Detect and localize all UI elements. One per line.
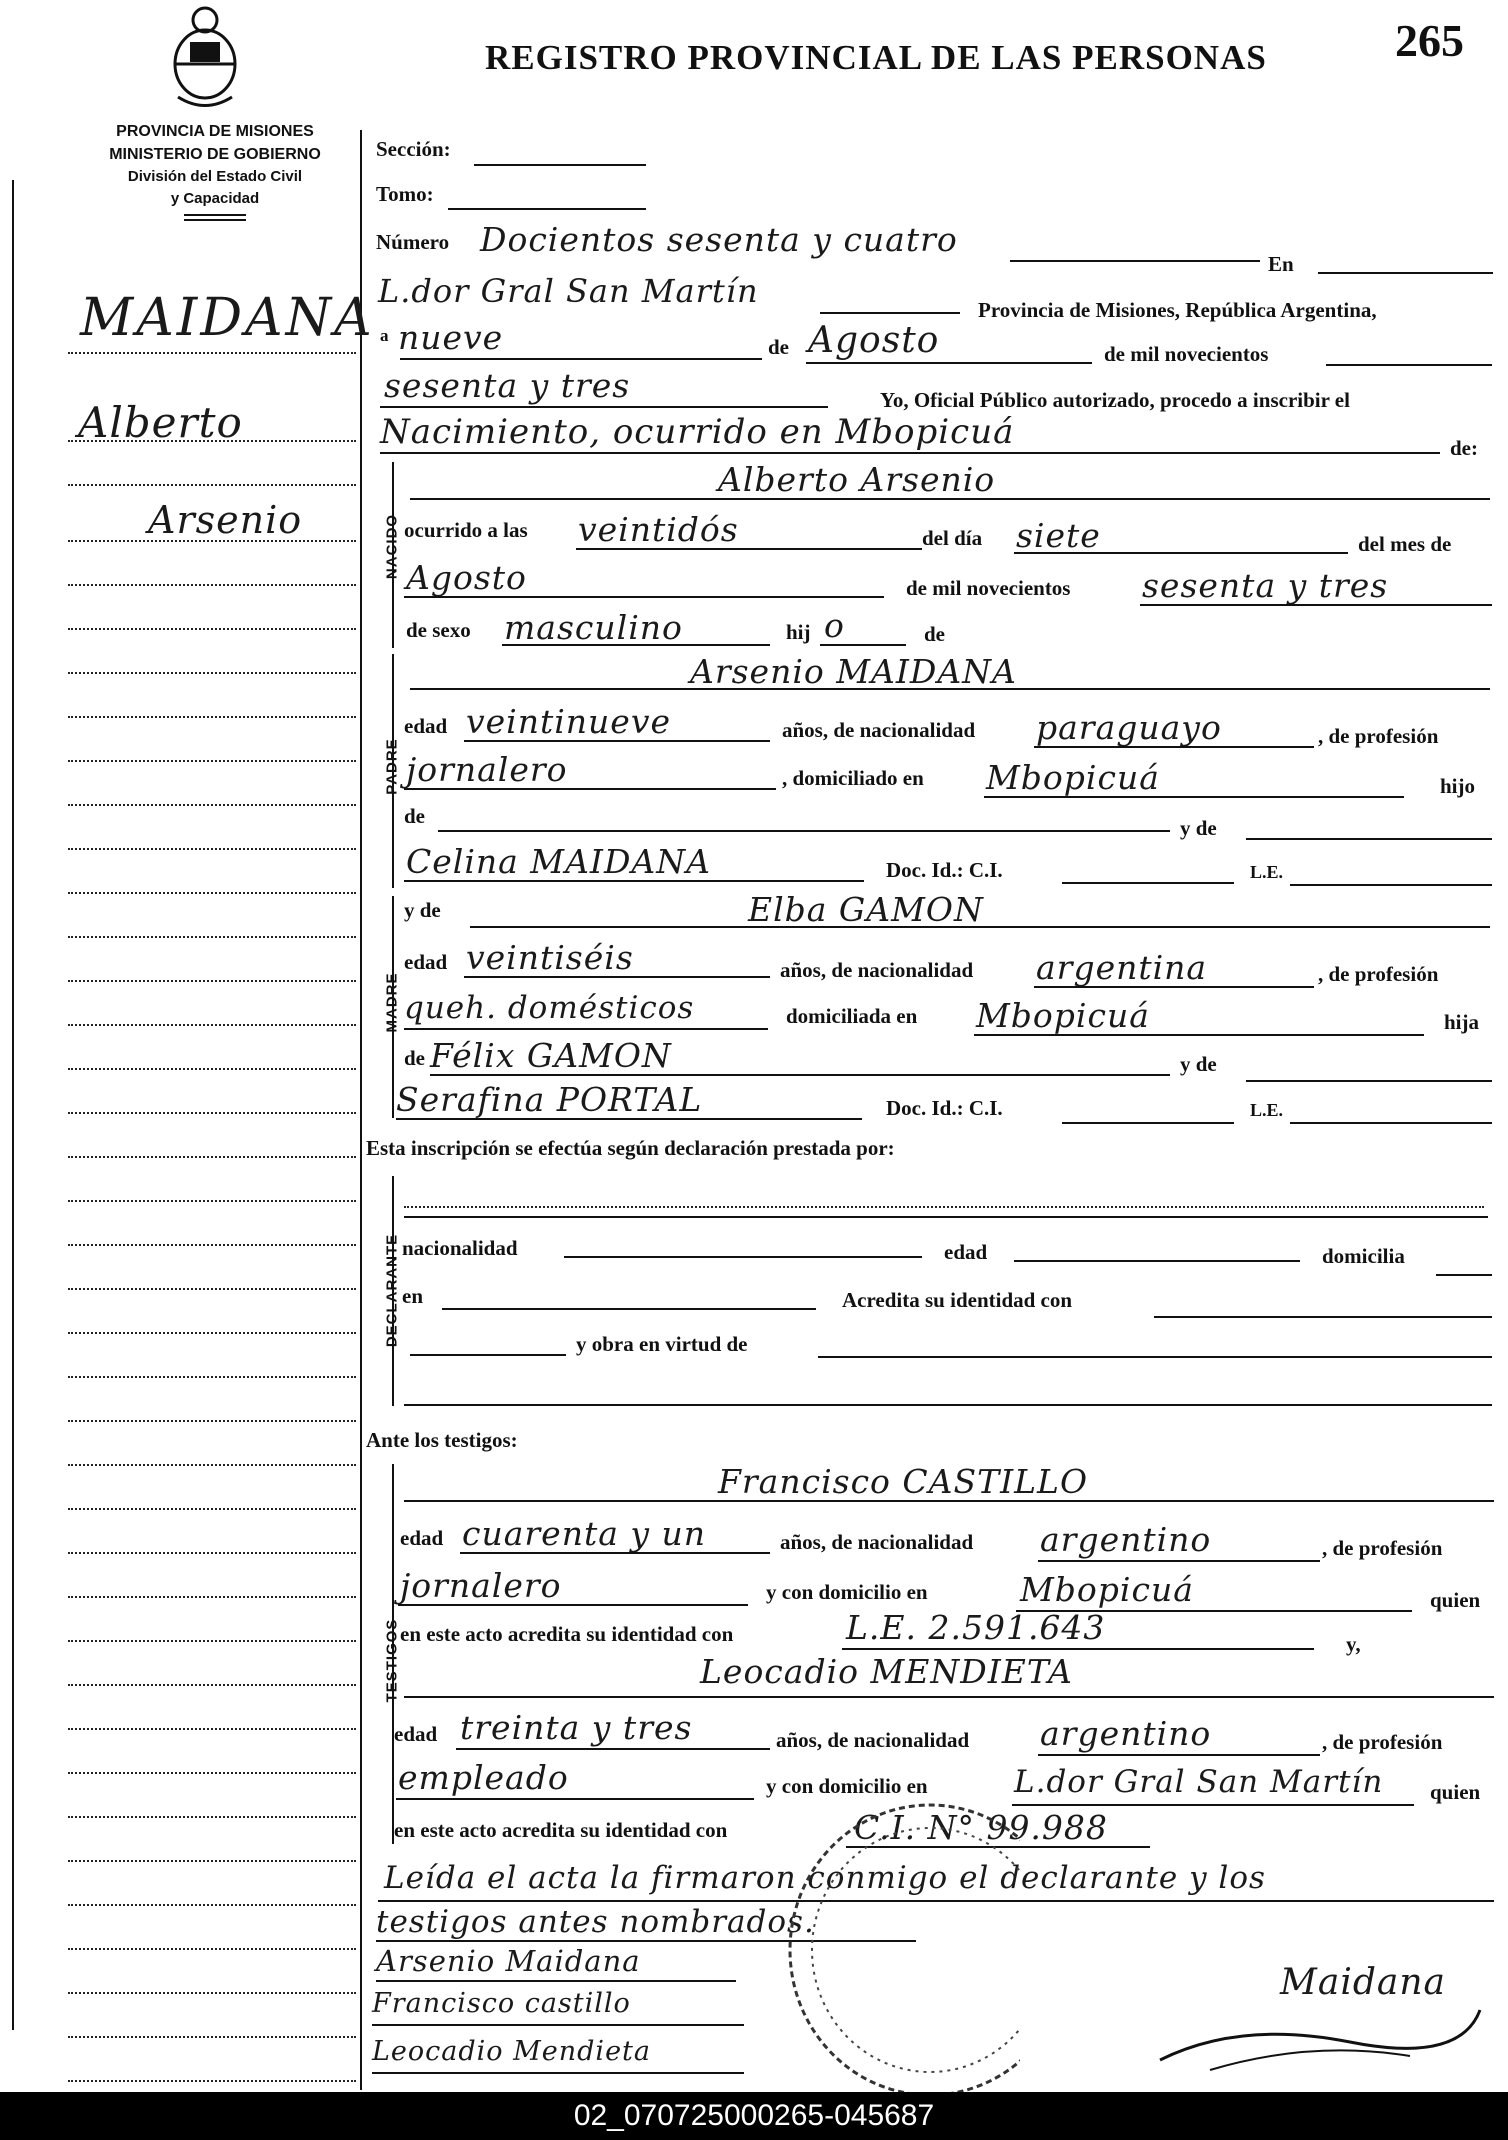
- nacido-de-mil-label: de mil novecientos: [906, 576, 1071, 600]
- w2-nac-value: argentino: [1040, 1714, 1212, 1753]
- padre-edad-label: edad: [404, 714, 448, 738]
- padre-section-label: PADRE: [383, 738, 401, 795]
- del-dia-label: del día: [922, 526, 983, 550]
- de-mil-label: de mil novecientos: [1104, 342, 1269, 366]
- year-value: sesenta y tres: [384, 366, 631, 405]
- hij-value: o: [824, 606, 845, 645]
- madre-hija-label: hija: [1444, 1010, 1480, 1034]
- declarante-obra-label: y obra en virtud de: [576, 1332, 748, 1356]
- declarante-section-label: DECLARANTE: [383, 1233, 401, 1348]
- w1-name: Francisco CASTILLO: [718, 1462, 1089, 1501]
- margin-name-1: Alberto: [78, 398, 243, 447]
- org-block: [70, 120, 360, 221]
- org-line-1: PROVINCIA DE MISIONES: [116, 123, 314, 140]
- w1-nac-label: años, de nacionalidad: [780, 1530, 974, 1554]
- w2-quien-label: quien: [1430, 1780, 1481, 1804]
- madre-section-label: MADRE: [383, 972, 401, 1033]
- madre-y-de-label: y de: [404, 898, 441, 922]
- madre-dom-label: domiciliada en: [786, 1004, 918, 1028]
- padre-nac-label: años, de nacionalidad: [782, 718, 976, 742]
- org-line-4: y Capacidad: [170, 190, 260, 207]
- month-value: Agosto: [808, 320, 940, 361]
- declarante-en-label: en: [402, 1284, 423, 1308]
- w2-dom-value: L.dor Gral San Martín: [1014, 1764, 1384, 1800]
- day-value: nueve: [398, 318, 504, 357]
- provincia-label: Provincia de Misiones, República Argentina,: [978, 298, 1377, 322]
- hij-label: hij: [786, 620, 811, 644]
- nacido-section-label: NACIDO: [383, 513, 401, 580]
- w1-dom-value: Mbopicuá: [1020, 1570, 1194, 1609]
- org-line-3: División del Estado Civil: [127, 168, 303, 185]
- document-title: REGISTRO PROVINCIAL DE LAS PERSONAS: [485, 38, 1267, 77]
- w2-id-value: C.I. N° 99.988: [854, 1808, 1108, 1847]
- act-value: Nacimiento, ocurrido en Mbopicuá: [380, 412, 1015, 452]
- seccion-label: Sección:: [376, 137, 451, 161]
- padre-prof-label: , de profesión: [1318, 724, 1439, 748]
- coat-of-arms-icon: [160, 2, 250, 122]
- w2-edad-value: treinta y tres: [460, 1708, 693, 1747]
- closing-line-1: Leída el acta la firmaron conmigo el declarante y los: [384, 1860, 1266, 1896]
- padre-edad-value: veintinueve: [466, 702, 672, 741]
- page-number: 265: [1395, 15, 1464, 66]
- nacido-name: Alberto Arsenio: [718, 460, 996, 499]
- official-seal-icon: [780, 1800, 1020, 2100]
- signature-2: Francisco castillo: [372, 1988, 631, 2019]
- w1-quien-label: quien: [1430, 1588, 1481, 1612]
- a-label: a: [380, 326, 389, 345]
- madre-nac-label: años, de nacionalidad: [780, 958, 974, 982]
- numero-label: Número: [376, 230, 450, 254]
- w1-acredita-label: en este acto acredita su identidad con: [400, 1622, 734, 1646]
- w1-id-value: L.E. 2.591.643: [846, 1608, 1106, 1647]
- nacido-month-value: Agosto: [406, 558, 527, 597]
- hour-value: veintidós: [578, 510, 739, 549]
- declarante-dom-label: domicilia: [1322, 1244, 1405, 1268]
- madre-edad-value: veintiséis: [466, 938, 634, 977]
- ocurrido-label: ocurrido a las: [404, 518, 528, 542]
- padre-y-de-label: y de: [1180, 816, 1217, 840]
- w2-prof-value: empleado: [398, 1758, 569, 1797]
- testigos-intro: Ante los testigos:: [366, 1428, 518, 1452]
- w1-nac-value: argentino: [1040, 1520, 1212, 1559]
- w2-acredita-label: en este acto acredita su identidad con: [394, 1818, 728, 1842]
- numero-value: Docientos sesenta y cuatro: [480, 220, 958, 259]
- madre-de-label: de: [404, 1046, 425, 1070]
- w2-name: Leocadio MENDIETA: [700, 1652, 1073, 1691]
- w2-dom-label: y con domicilio en: [766, 1774, 928, 1798]
- declarante-edad-label: edad: [944, 1240, 988, 1264]
- en-label: En: [1268, 252, 1294, 276]
- madre-doc-label: Doc. Id.: C.I.: [886, 1096, 1003, 1120]
- padre-dom-value: Mbopicuá: [986, 758, 1160, 797]
- madre-edad-label: edad: [404, 950, 448, 974]
- madre-father-value: Félix GAMON: [430, 1036, 672, 1075]
- declarante-intro: Esta inscripción se efectúa según declaración prestada por:: [366, 1136, 895, 1160]
- padre-mother-value: Celina MAIDANA: [406, 842, 711, 881]
- nacido-de-label: de: [924, 622, 945, 646]
- de-label: de: [768, 335, 789, 359]
- w1-prof-label: , de profesión: [1322, 1536, 1443, 1560]
- w1-y-label: y,: [1346, 1632, 1361, 1656]
- declarante-nac-label: nacionalidad: [402, 1236, 518, 1260]
- madre-y-de2-label: y de: [1180, 1052, 1217, 1076]
- madre-mother-value: Serafina PORTAL: [396, 1080, 703, 1119]
- w1-edad-label: edad: [400, 1526, 444, 1550]
- padre-hijo-label: hijo: [1440, 774, 1476, 798]
- w1-edad-value: cuarenta y un: [462, 1514, 707, 1553]
- madre-le-label: L.E.: [1250, 1100, 1284, 1120]
- signature-3: Leocadio Mendieta: [372, 2036, 651, 2067]
- declarante-acredita-label: Acredita su identidad con: [842, 1288, 1073, 1312]
- official-signature: Maidana: [1280, 1962, 1446, 2003]
- madre-prof-label: , de profesión: [1318, 962, 1439, 986]
- padre-name: Arsenio MAIDANA: [690, 652, 1017, 691]
- w2-edad-label: edad: [394, 1722, 438, 1746]
- madre-dom-value: Mbopicuá: [976, 996, 1150, 1035]
- signature-1: Arsenio Maidana: [376, 1944, 641, 1978]
- padre-de-label: de: [404, 804, 425, 828]
- padre-doc-label: Doc. Id.: C.I.: [886, 858, 1003, 882]
- sexo-value: masculino: [504, 608, 683, 647]
- madre-nac-value: argentina: [1036, 948, 1208, 987]
- w1-dom-label: y con domicilio en: [766, 1580, 928, 1604]
- nacido-year-value: sesenta y tres: [1142, 566, 1389, 605]
- de-colon-label: de:: [1450, 436, 1478, 460]
- w2-prof-label: , de profesión: [1322, 1730, 1443, 1754]
- org-line-2: MINISTERIO DE GOBIERNO: [109, 146, 321, 163]
- del-mes-label: del mes de: [1358, 532, 1452, 556]
- madre-prof-value: queh. domésticos: [404, 990, 695, 1026]
- padre-nac-value: paraguayo: [1036, 708, 1222, 747]
- padre-le-label: L.E.: [1250, 862, 1284, 882]
- padre-dom-label: , domiciliado en: [782, 766, 924, 790]
- madre-name: Elba GAMON: [748, 890, 984, 929]
- footer-code: 02_070725000265-045687: [0, 2092, 1508, 2140]
- closing-line-2: testigos antes nombrados.: [376, 1904, 815, 1940]
- margin-surname: MAIDANA: [80, 288, 375, 348]
- tomo-label: Tomo:: [376, 182, 434, 206]
- dia-value: siete: [1016, 516, 1101, 555]
- place-value: L.dor Gral San Martín: [378, 272, 759, 310]
- sexo-label: de sexo: [406, 618, 471, 642]
- testigos-section-label: TESTIGOS: [383, 1618, 401, 1703]
- w1-prof-value: jornalero: [400, 1566, 562, 1605]
- official-signature-flourish-icon: [1150, 1990, 1490, 2080]
- oficial-label: Yo, Oficial Público autorizado, procedo a inscribir el: [880, 388, 1350, 412]
- margin-name-2: Arsenio: [148, 498, 303, 542]
- w2-nac-label: años, de nacionalidad: [776, 1728, 970, 1752]
- padre-prof-value: jornalero: [406, 750, 568, 789]
